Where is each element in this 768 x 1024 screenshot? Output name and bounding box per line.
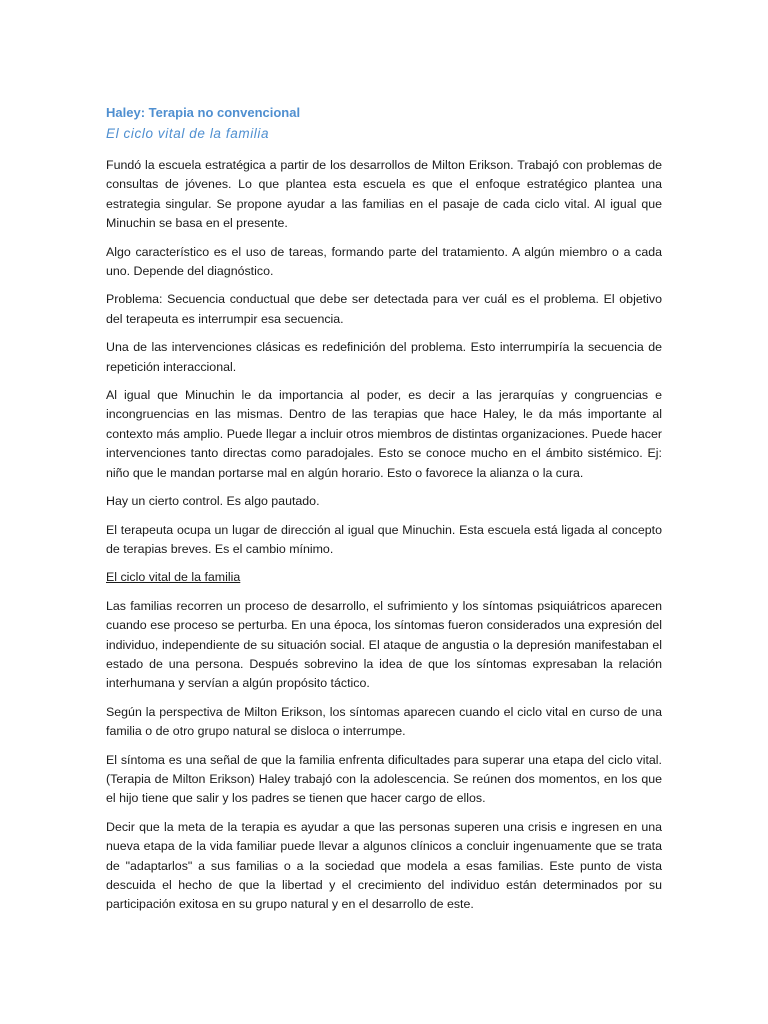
paragraph: Problema: Secuencia conductual que debe ser detectada para ver cuál es el problema. El objetivo del terapeuta es interrumpir esa secuencia. bbox=[106, 292, 662, 326]
document-page bbox=[106, 104, 662, 924]
paragraph: Al igual que Minuchin le da importancia al poder, es decir a las jerarquías y congruencias e incongruencias en las mismas. Dentro de las terapias que hace Haley, le da más importante al contexto más amplio. Puede llegar a incluir otros miembros de distintas organizaciones. Puede hacer intervenciones tanto directas como paradojales. Esto se conoce mucho en el ámbito sistémico. Ej: niño que le mandan portarse mal en algún horario. Esto o favorece la alianza o la cura. bbox=[106, 388, 662, 480]
paragraph: El síntoma es una señal de que la familia enfrenta dificultades para superar una etapa del ciclo vital. (Terapia de Milton Erikson) Haley trabajó con la adolescencia. Se reúnen dos momentos, en los que el hijo tiene que salir y los padres se tienen que hacer cargo de ellos. bbox=[106, 752, 662, 806]
paragraph: Hay un cierto control. Es algo pautado. bbox=[106, 494, 320, 509]
paragraph: Fundó la escuela estratégica a partir de los desarrollos de Milton Erikson. Trabajó con problemas de consultas de jóvenes. Lo que plantea esta escuela es que el enfoque estratégico plantea una estrategia singular. Se propone ayudar a las familias en el pasaje de cada ciclo vital. Al igual que Minuchin se basa en el presente. bbox=[106, 158, 662, 231]
paragraph: Una de las intervenciones clásicas es redefinición del problema. Esto interrumpiría la secuencia de repetición interaccional. bbox=[106, 340, 662, 374]
document-title: Haley: Terapia no convencional bbox=[106, 105, 301, 120]
paragraph: Según la perspectiva de Milton Erikson, los síntomas aparecen cuando el ciclo vital en curso de una familia o de otro grupo natural se disloca o interrumpe. bbox=[106, 704, 662, 739]
section-heading: El ciclo vital de la familia bbox=[106, 570, 241, 585]
paragraph: Algo característico es el uso de tareas, formando parte del tratamiento. A algún miembro o a cada uno. Depende del diagnóstico. bbox=[106, 244, 662, 279]
document-subtitle: El ciclo vital de la familia bbox=[106, 126, 270, 141]
paragraph: Decir que la meta de la terapia es ayudar a que las personas superen una crisis e ingresen en una nueva etapa de la vida familiar puede llevar a algunos clínicos a concluir ingenuamente que se trata de "adaptarlos" a sus familias o a la sociedad que modela a esas familias. Este punto de vista descuida el hecho de que la libertad y el crecimiento del individuo están determinados por su participación exitosa en su grupo natural y en el desarrollo de este. bbox=[106, 819, 662, 912]
paragraph: Las familias recorren un proceso de desarrollo, el sufrimiento y los síntomas psiquiátricos aparecen cuando ese proceso se perturba. En una época, los síntomas fueron considerados una expresión del individuo, independiente de su situación social. El ataque de angustia o la depresión manifestaban el estado de una persona. Después sobrevino la idea de que los síntomas expresaban la relación interhumana y servían a algún propósito táctico. bbox=[106, 598, 662, 691]
paragraph: El terapeuta ocupa un lugar de dirección al igual que Minuchin. Esta escuela está ligada al concepto de terapias breves. Es el cambio mínimo. bbox=[106, 522, 662, 556]
